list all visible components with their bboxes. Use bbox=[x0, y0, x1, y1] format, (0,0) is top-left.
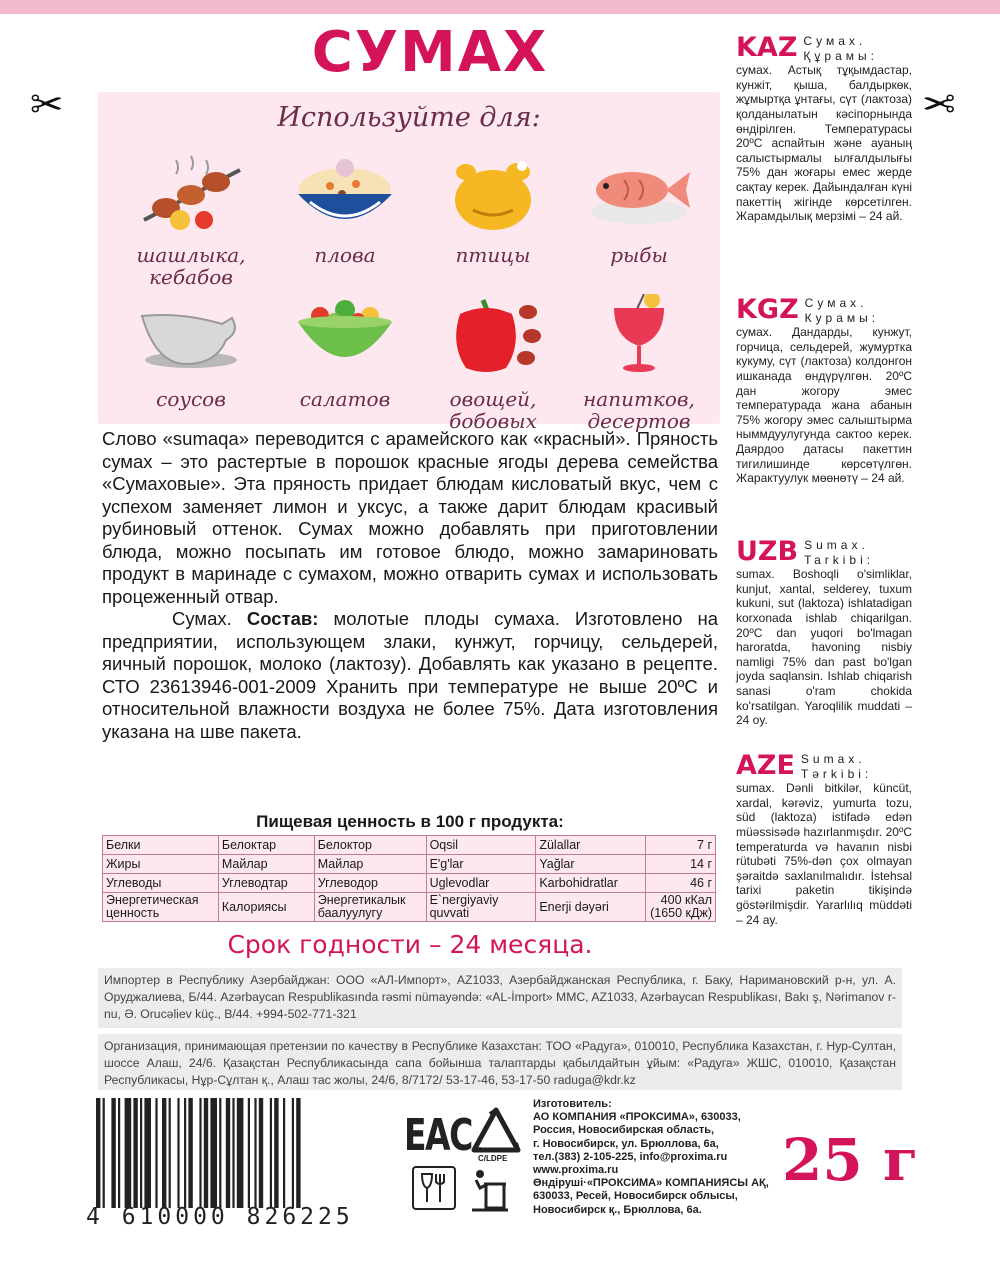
lang-lead: Сумах. Құрамы: bbox=[803, 34, 878, 63]
use-label: птицы bbox=[455, 243, 531, 267]
organization-info: Организация, принимающая претензии по качеству в Республике Казахстан: ТОО «Радуга», 010010, Республика Казахстан, г. Нур-Султан, шоссе Алаш, 24/6. Қазақстан Республикасында сапа бойынша талаптарды қабылдайтын ұйым: «Радуга» ЖШС, 010010, Қазақстан Республикасы, Нұр-Сұлтан қ., Алаш тас жолы, 24/6, 8/7172/ 53-17-46, 53-17-50 raduga@kdr.kz bbox=[98, 1034, 902, 1090]
table-cell: Белоктор bbox=[314, 836, 426, 855]
manufacturer-line: АО КОМПАНИЯ «ПРОКСИМА», 630033, bbox=[533, 1111, 741, 1124]
lang-code: KAZ bbox=[736, 32, 798, 63]
cocktail-icon bbox=[584, 294, 694, 384]
table-cell: Майлар bbox=[314, 855, 426, 874]
net-weight: 25 г bbox=[782, 1126, 919, 1194]
table-cell: Углеводтар bbox=[218, 874, 314, 893]
table-cell: Энергетикалык баалуулугу bbox=[314, 893, 426, 922]
use-label: напитков, десертов bbox=[583, 387, 695, 433]
manufacturer-line: Өндіруші·«ПРОКСИМА» КОМПАНИЯСЫ АҚ, bbox=[533, 1177, 769, 1190]
lang-code: UZB bbox=[736, 536, 799, 567]
salad-icon bbox=[290, 294, 400, 384]
food-grade-icon bbox=[412, 1166, 456, 1210]
manufacturer-line: 630033, Ресей, Новосибирск облысы, bbox=[533, 1190, 738, 1203]
table-row bbox=[103, 836, 716, 855]
lang-block-uzb bbox=[736, 538, 912, 728]
table-cell: 7 г bbox=[646, 836, 716, 855]
lang-text: sumax. Dənli bitkilər, küncüt, xardal, kərəviz, yumurta tozu, süd (laktoza) istifadə edən müəssisədə hazırlanmışdır. 20ºC temperaturda və havanın nisbi rütubəti 75%-dən çox olmayan şəraitdə saxlanılmalıdır. İstehsal tarixi paketin tikişində göstərilmişdir. Yararlılıq müddəti – 24 ay. bbox=[736, 781, 912, 927]
description bbox=[102, 428, 718, 743]
manufacturer-line: тел.(383) 2-105-225, info@proxima.ru bbox=[533, 1150, 728, 1163]
use-item-fish bbox=[564, 150, 714, 266]
table-cell: 14 г bbox=[646, 855, 716, 874]
use-item-pilaf bbox=[270, 150, 420, 266]
table-cell: Oqsil bbox=[426, 836, 536, 855]
uses-panel bbox=[98, 92, 720, 433]
table-cell: 400 кКал (1650 кДж) bbox=[646, 893, 716, 922]
description-paragraph: Слово «sumaqa» переводится с арамейского как «красный». Пряность сумах – это растертые в порошок красные ягоды дерева семейства «Сумаховые». Эта пряность придает блюдам кисловатый вкус, чем с успехом заменяет лимон и уксус, а также дарит блюдам красивый рубиновый оттенок. Сумах можно добавлять при приготовлении блюда, можно посыпать им готовое блюдо, можно замариновать продукт в маринаде с сумахом, можно отварить сумах и использовать процеженный отвар. bbox=[102, 428, 718, 607]
table-cell: Karbohidratlar bbox=[536, 874, 646, 893]
lang-text: сумах. Астық тұқымдастар, кунжіт, қыша, балдыркөк, жұмыртқа ұнтағы, сүт (лактоза) қолданылатын кәсіпорнында өндірілген. Температурасы 20ºС аспайтын және ауаның салыстырмалы ылғалдылығы 75% дан жоғары емес жерде сақтау керек. Дайындалған күні пакеттің жігінде көрсетілген. Жарамдылық мерзімі – 24 ай. bbox=[736, 63, 912, 224]
manufacturer-line: Россия, Новосибирская область, bbox=[533, 1124, 715, 1137]
use-label: рыбы bbox=[610, 243, 668, 267]
table-row bbox=[103, 855, 716, 874]
use-label: соусов bbox=[156, 387, 226, 411]
lang-text: sumax. Boshoqli o'simliklar, kunjut, xantal, selderey, tuxum kukuni, sut (laktoza) ishlatadigan korxonada ishlab chiqarilgan. 20ºC dan yuqori bo'lmagan haroratda, havoning nisbiy namligi 75% dan past bo'lgan joyda saqlansin. Ishlab chiqarish sanasi o'ram chokida ko'rsatilgan. Yaroqlilik muddati – 24 oy. bbox=[736, 567, 912, 728]
recycle-label: C/LDPE bbox=[478, 1154, 508, 1163]
top-color-band bbox=[0, 0, 1000, 14]
table-cell: 46 г bbox=[646, 874, 716, 893]
scissors-icon: ✂ bbox=[922, 82, 956, 128]
use-label: шашлыка, кебабов bbox=[136, 243, 246, 289]
table-cell: Белоктар bbox=[218, 836, 314, 855]
lang-code: AZE bbox=[736, 750, 795, 781]
table-cell: Zülallar bbox=[536, 836, 646, 855]
lang-lead: Сумах. Курамы: bbox=[804, 296, 880, 325]
table-cell: Uglevodlar bbox=[426, 874, 536, 893]
trash-bin-icon bbox=[466, 1166, 514, 1214]
use-label: салатов bbox=[299, 387, 391, 411]
use-item-chicken bbox=[418, 150, 568, 266]
table-cell: Жиры bbox=[103, 855, 219, 874]
barcode-number: 4 610000 826225 bbox=[86, 1204, 354, 1230]
table-cell: Углеводор bbox=[314, 874, 426, 893]
lang-block-kgz bbox=[736, 296, 912, 486]
use-item-pepper bbox=[418, 294, 568, 432]
pilaf-icon bbox=[290, 150, 400, 240]
sauce-boat-icon bbox=[136, 294, 246, 384]
shelf-life: Срок годности – 24 месяца. bbox=[227, 930, 593, 959]
manufacturer-line: Изготовитель: bbox=[533, 1098, 612, 1110]
composition-text: молотые плоды сумаха. Изготовлено на предприятии, использующем злаки, кунжут, горчицу, сельдерей, яичный порошок, молоко (лактозу). Добавлять как указано в рецепте. СТО 23613946-001-2009 Хранить при температуре не выше 20ºС и относительной влажности воздуха не более 75%. Дата изготовления указана на шве пакета. bbox=[102, 608, 719, 742]
use-item-cocktail bbox=[564, 294, 714, 432]
use-label: овощей, бобовых bbox=[449, 387, 537, 433]
table-cell: Энергетическая ценность bbox=[103, 893, 219, 922]
nutrition-table bbox=[102, 835, 716, 922]
composition-paragraph bbox=[102, 608, 718, 743]
barcode bbox=[96, 1098, 381, 1208]
table-cell: Калориясы bbox=[218, 893, 314, 922]
use-item-skewer bbox=[116, 150, 266, 288]
table-cell: Майлар bbox=[218, 855, 314, 874]
importer-info: Импортер в Республику Азербайджан: ООО «АЛ-Импорт», AZ1033, Азербайджанская Республика, г. Баку, Наримановский р-н, ул. А. Оруджалиева, Б/44. Azərbaycan Respublikasında rəsmi nümayəndə: «AL-İmport» MMC, AZ1033, Azərbaycan Respublikası, Bakı ş, Nərimanov r-nu, Ə. Orucəliev küç., B/44. +994-502-771-321 bbox=[98, 968, 902, 1028]
table-row bbox=[103, 893, 716, 922]
scissors-icon: ✂ bbox=[30, 82, 64, 128]
manufacturer-line: www.proxima.ru bbox=[533, 1164, 619, 1177]
lang-code: KGZ bbox=[736, 294, 799, 325]
use-item-salad bbox=[270, 294, 420, 410]
table-cell: E`nergiyaviy quvvati bbox=[426, 893, 536, 922]
table-cell: Enerji dəyəri bbox=[536, 893, 646, 922]
nutrition-title: Пищевая ценность в 100 г продукта: bbox=[256, 812, 564, 831]
table-row bbox=[103, 874, 716, 893]
lang-block-kaz bbox=[736, 34, 912, 224]
product-title: СУМАХ bbox=[311, 20, 549, 85]
chicken-icon bbox=[438, 150, 548, 240]
table-cell: Углеводы bbox=[103, 874, 219, 893]
lang-lead: Sumax. Tərkibi: bbox=[800, 752, 873, 781]
table-cell: Белки bbox=[103, 836, 219, 855]
lang-lead: Sumax. Tarkibi: bbox=[804, 538, 875, 567]
table-cell: E'g'lar bbox=[426, 855, 536, 874]
manufacturer-line: Новосибирск қ., Брюллова, 6а. bbox=[533, 1203, 702, 1216]
eac-mark: ЕАС bbox=[404, 1110, 472, 1161]
use-label: плова bbox=[314, 243, 376, 267]
skewer-icon bbox=[136, 150, 246, 240]
manufacturer-line: г. Новосибирск, ул. Брюллова, 6а, bbox=[533, 1137, 719, 1150]
lang-block-aze bbox=[736, 752, 912, 927]
uses-title: Используйте для: bbox=[277, 102, 541, 133]
lang-text: сумах. Дандарды, кунжут, горчица, сельдерей, жумуртка кукуму, сүт (лактоза) колдонгон ишканада өндүрүлгөн. 20ºС дан жогору эмес температурада жана абанын 75% жогору эмес салыштырма ныммдуулугунда сактоо керек. Даярдоо датасы пакеттин тигилишинде көрсөтүлгөн. Жарактуулук мөөнөтү – 24 ай. bbox=[736, 325, 912, 486]
table-cell: Yağlar bbox=[536, 855, 646, 874]
composition-lead: Сумах. bbox=[172, 608, 232, 629]
fish-icon bbox=[584, 150, 694, 240]
manufacturer-info bbox=[533, 1098, 783, 1217]
composition-label: Состав: bbox=[246, 608, 319, 629]
pepper-icon bbox=[438, 294, 548, 384]
use-item-sauce bbox=[116, 294, 266, 410]
